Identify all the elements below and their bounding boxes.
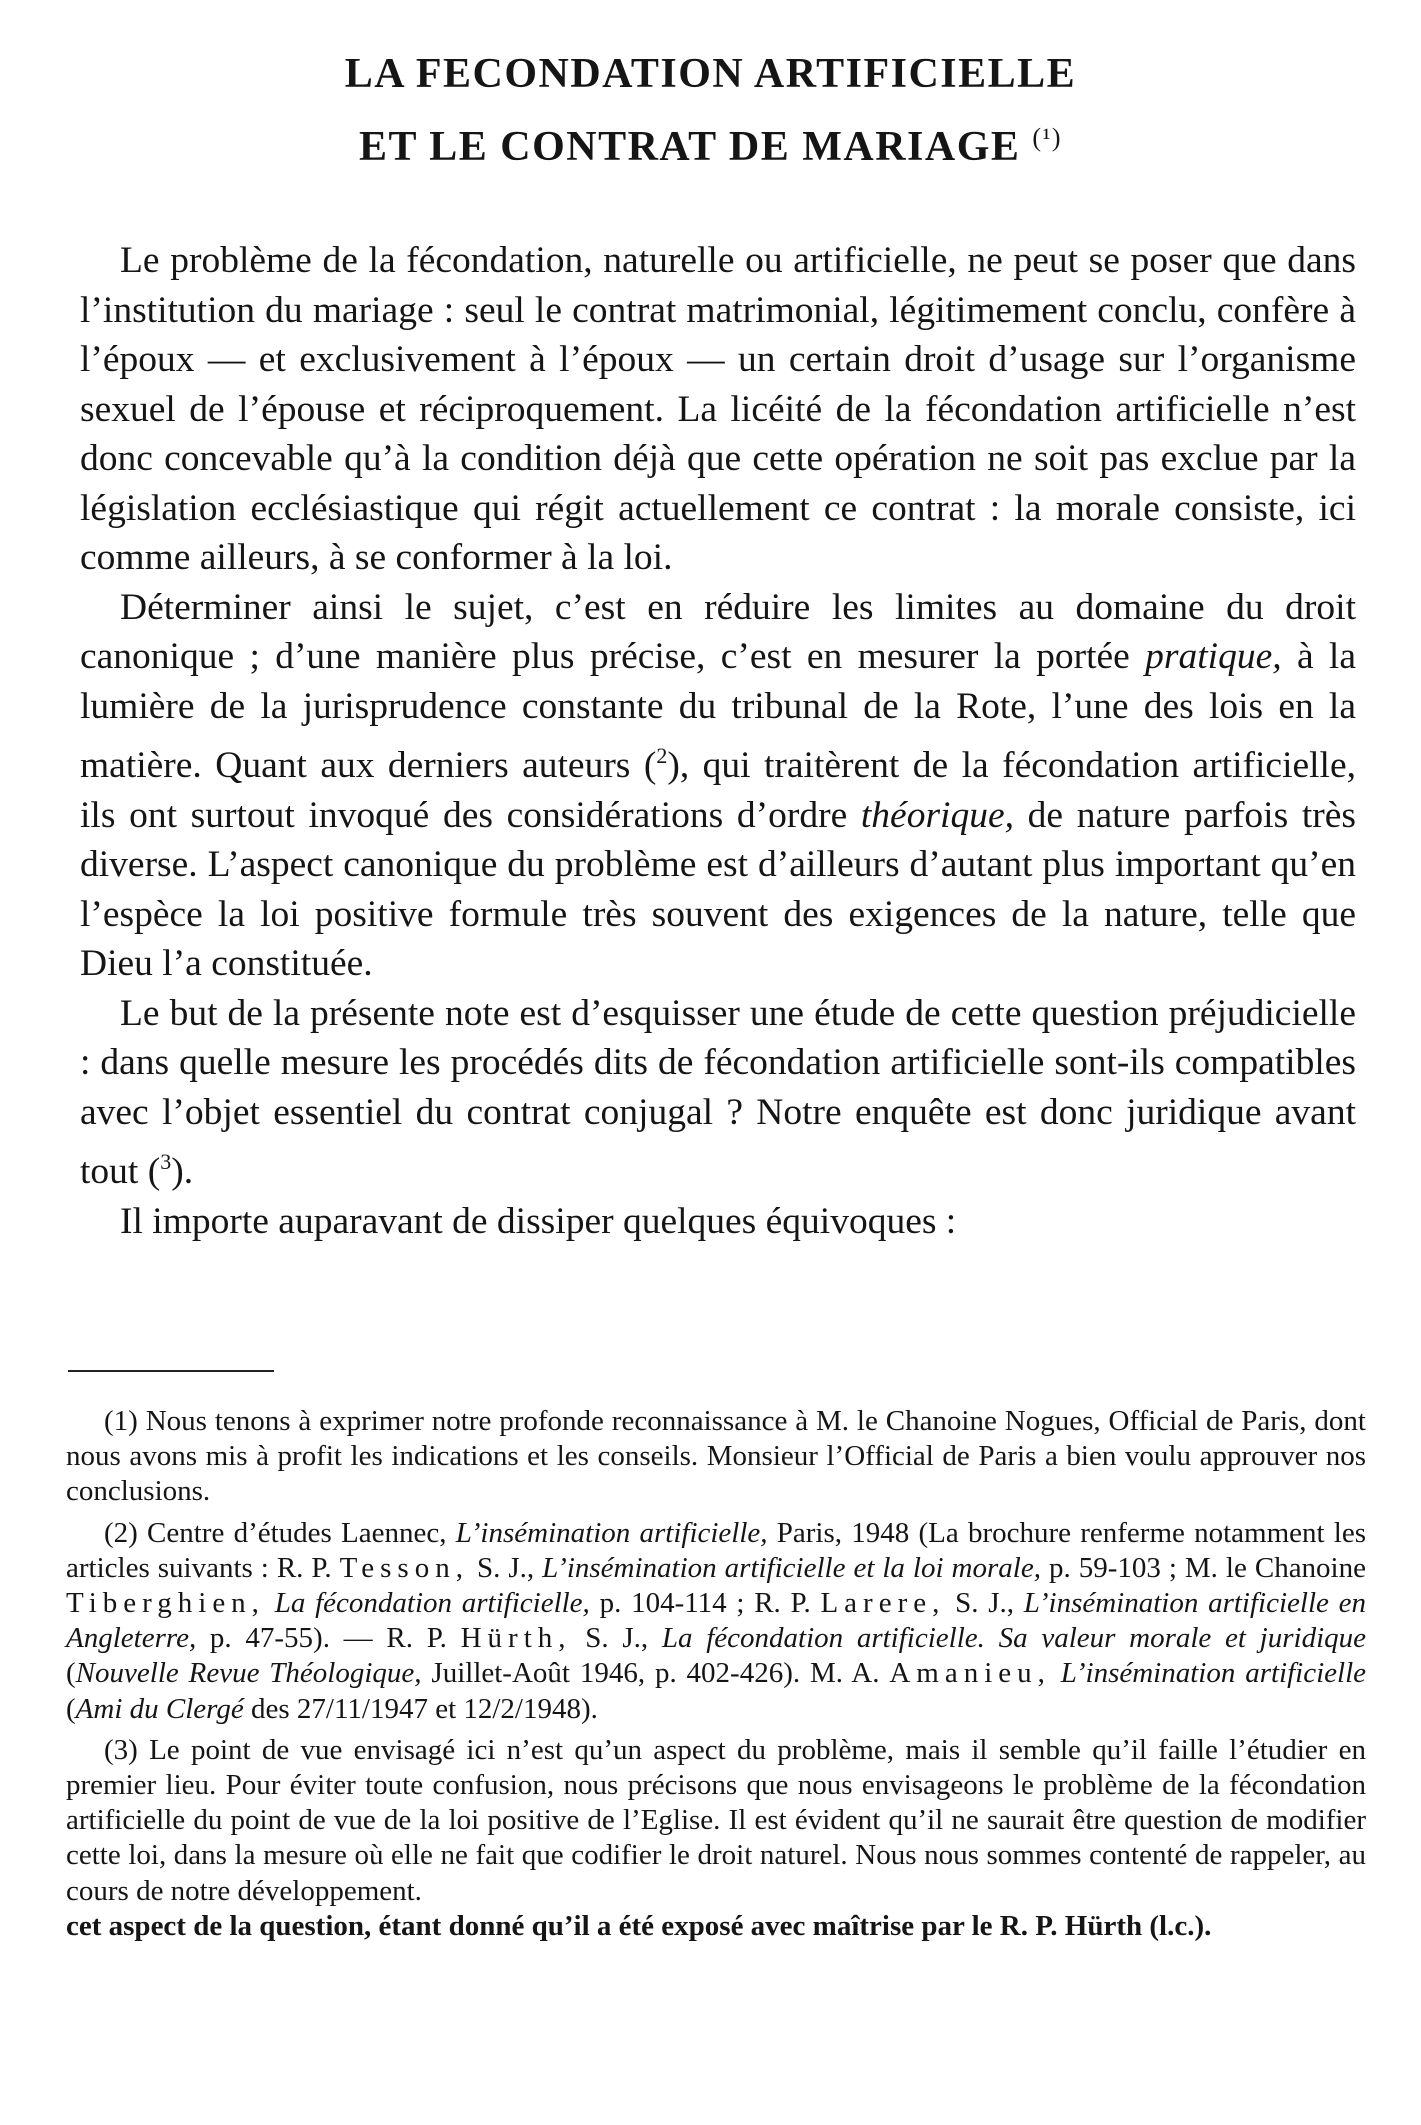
paragraph-3-a: Le but de la présente note est d’esquisser une étude de cette question préjudicielle : dans quelle mesure les procédés dits de fécondation artificielle sont-ils compatibles avec l’objet essentiel du contrat conjugal ? Notre enquête est donc juridique avant tout ( (80, 992, 1356, 1192)
fn2-p21: Juillet-Août 1946, p. 402-426). M. A. (421, 1657, 890, 1690)
paragraph-2-g: de nature parfois très diverse. L’aspect canonique du problème est d’ailleurs d’autant plus important qu’en l’espèce la loi positive formule très souvent des exigences de la nature, telle que Dieu l’a constituée. (80, 794, 1356, 984)
fn2-p13: S. J., (945, 1587, 1024, 1620)
fn2-author-tiberghien: Tiberghien, (66, 1587, 265, 1620)
fn2-p20: Nouvelle Revue Théologique, (75, 1657, 422, 1690)
fn2-p6: L’insémination artificielle et la loi morale, (542, 1551, 1041, 1584)
footnote-ref-2: 2 (656, 743, 668, 768)
footnotes (66, 1404, 1366, 1950)
fn2-p10: La fécondation artificielle, (274, 1587, 590, 1620)
footnote-3-bold-end: cet aspect de la question, étant donné qu’il a été exposé avec maîtrise par le R. P. Hürth (l.c.). (66, 1909, 1212, 1942)
fn2-author-tesson: Tesson, (339, 1551, 469, 1584)
fn2-p11: p. 104-114 ; R. P. (589, 1587, 821, 1620)
fn2-p14: L’insémination artificielle en Angleterre, (66, 1587, 1367, 1655)
title-line-1: LA FECONDATION ARTIFICIELLE (344, 51, 1077, 97)
fn2-p1: (2) Centre d’études Laennec, (104, 1516, 456, 1549)
fn2-p9 (265, 1587, 275, 1619)
fn2-p25: ( (66, 1692, 76, 1725)
paragraph-3-c: ). (171, 1151, 194, 1192)
paragraph-2 (80, 583, 1356, 989)
paragraph-1: Le problème de la fécondation, naturelle ou artificielle, ne peut se poser que dans l’institution du mariage : seul le contrat matrimonial, légitimement conclu, confère à l’époux — et exclusivement à l’époux — un certain droit d’usage sur l’organisme sexuel de l’épouse et réciproquement. La licéité de la fécondation artificielle n’est donc concevable qu’à la condition déjà que cette opération ne soit pas exclue par la législation ecclésiastique qui régit actuellement ce contrat : la morale consiste, ici comme ailleurs, à se conformer à la loi. (80, 240, 1356, 578)
paragraph-2-c: à la lumière de la jurisprudence constante du tribunal de la Rote, l’une des lois en la matière. Quant aux derniers auteurs ( (80, 636, 1356, 786)
title-line-2 (0, 106, 1421, 179)
fn2-p23 (1051, 1657, 1061, 1689)
fn2-p17: S. J., (571, 1622, 662, 1655)
fn2-p27: des 27/11/1947 et 12/2/1948). (243, 1692, 598, 1725)
paragraph-4: Il importe auparavant de dissiper quelques équivoques : (120, 1200, 957, 1242)
footnote-3: (3) Le point de vue envisagé ici n’est qu’un aspect du problème, mais il semble qu’il faille l’étudier en premier lieu. Pour éviter toute confusion, nous précisons que nous envisageons le problème de la fécondation artificielle du point de vue de la loi positive de l’Eglise. Il est évident qu’il ne saurait être question de modifier cette loi, dans la mesure où elle ne fait que codifier le droit naturel. Nous nous sommes contenté de rappeler, au cours de notre développement. (66, 1733, 1366, 1907)
paragraph-3 (80, 989, 1356, 1197)
title-footnote-ref: (¹) (1032, 123, 1063, 152)
fn2-p2: L’insémination artificielle, (455, 1516, 768, 1549)
footnote-2 (66, 1516, 1366, 1727)
title-line-2-text: ET LE CONTRAT DE MARIAGE (358, 124, 1021, 170)
fn2-p3: Paris, 1948 (La brochure renferme notamment les articles suivants : R. P. (66, 1516, 1367, 1584)
fn2-p15: p. 47-55). — R. P. (196, 1622, 461, 1655)
paragraph-2-e: ), qui traitèrent de la fécondation artificielle, ils ont surtout invoqué des considérations d’ordre (80, 745, 1356, 836)
fn2-p19: ( (66, 1657, 76, 1690)
emphasis-pratique: pratique, (1145, 636, 1282, 677)
footnote-1: (1) Nous tenons à exprimer notre profonde reconnaissance à M. le Chanoine Nogues, Official de Paris, dont nous avons mis à profit les indications et les conseils. Monsieur l’Official de Paris a bien voulu approuver nos conclusions. (66, 1405, 1366, 1508)
body-text (80, 236, 1356, 1246)
fn2-p7: p. 59-103 ; M. le Chanoine (1040, 1551, 1366, 1584)
fn2-p24: L’insémination artificielle (1060, 1657, 1367, 1690)
footnote-ref-3: 3 (160, 1149, 172, 1174)
footnote-separator (68, 1370, 274, 1372)
paragraph-2-a: Déterminer ainsi le sujet, c’est en réduire les limites au domaine du droit canonique ; d’une manière plus précise, c’est en mesurer la portée (80, 586, 1356, 677)
fn2-p26: Ami du Clergé (75, 1692, 244, 1725)
fn2-author-amanieu: Amanieu, (889, 1657, 1051, 1690)
fn2-author-hurth: Hürth, (460, 1622, 572, 1655)
fn2-p18: La fécondation artificielle. Sa valeur morale et juridique (661, 1622, 1366, 1655)
fn2-author-larere: Larere, (820, 1587, 946, 1620)
fn2-p5: S. J., (468, 1551, 543, 1584)
emphasis-theorique: théorique, (860, 794, 1014, 836)
